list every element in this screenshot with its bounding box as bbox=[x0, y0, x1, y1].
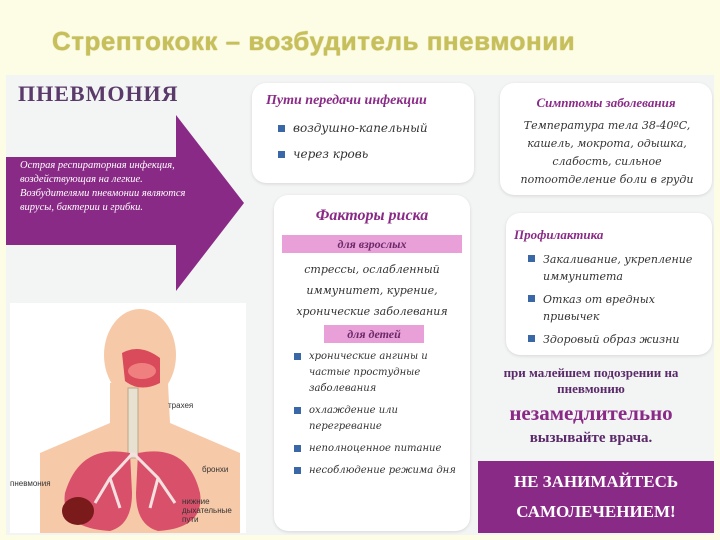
warning-line1: НЕ ЗАНИМАЙТЕСЬ bbox=[513, 472, 679, 491]
list-item: через кровь bbox=[278, 147, 428, 161]
slide-title: Стрептококк – возбудитель пневмонии bbox=[52, 26, 576, 56]
bullet-icon bbox=[278, 151, 285, 158]
adults-label: для взрослых bbox=[282, 235, 462, 253]
bullet-icon bbox=[528, 335, 535, 342]
transmission-card bbox=[252, 83, 474, 183]
bullet-icon bbox=[528, 295, 535, 302]
list-item: Отказ от вредных привычек bbox=[528, 291, 704, 325]
symptoms-text: Температура тела 38-40ºC, кашель, мокрота, одышка, слабость, сильное потоотделение боли в груди bbox=[520, 119, 694, 186]
risk-card bbox=[274, 195, 470, 531]
prevention-heading: Профилактика bbox=[514, 227, 604, 242]
list-item: хронические ангины и частые простудные заболевания bbox=[294, 349, 466, 397]
prevention-card bbox=[506, 213, 712, 355]
bullet-icon bbox=[294, 353, 301, 360]
call-doctor-block bbox=[476, 365, 706, 447]
call-line1: при малейшем подозрении на пневмонию bbox=[503, 365, 679, 396]
list-item: охлаждение или перегревание bbox=[294, 403, 466, 435]
label-bronchi: бронхи bbox=[202, 465, 229, 474]
bullet-icon bbox=[294, 467, 301, 474]
label-trachea: трахея bbox=[168, 401, 194, 410]
bullet-icon bbox=[294, 407, 301, 414]
symptoms-heading: Симптомы заболевания bbox=[536, 95, 676, 110]
poster-title: ПНЕВМОНИЯ bbox=[18, 81, 179, 106]
bullet-icon bbox=[528, 255, 535, 262]
children-label: для детей bbox=[324, 325, 424, 343]
bullet-icon bbox=[294, 445, 301, 452]
call-line2: незамедлительно bbox=[509, 401, 673, 425]
intro-text: Острая респираторная инфекция, воздействующая на легкие. Возбудителями пневмонии являются вирусы, бактерии и грибки. bbox=[20, 160, 186, 213]
transmission-heading: Пути передачи инфекции bbox=[266, 93, 427, 108]
label-pneumonia: пневмония bbox=[10, 479, 51, 488]
adults-text: стрессы, ослабленный иммунитет, курение, хронические заболевания bbox=[296, 263, 448, 318]
warning-banner bbox=[478, 461, 714, 533]
label-lower-airways: нижние дыхательные пути bbox=[182, 497, 232, 524]
call-line3: вызывайте врача. bbox=[529, 430, 653, 446]
list-item: неполноценное питание bbox=[294, 441, 466, 457]
poster bbox=[6, 75, 714, 535]
list-item: воздушно-капельный bbox=[278, 121, 428, 135]
risk-heading: Факторы риска bbox=[315, 207, 429, 224]
bullet-icon bbox=[278, 125, 285, 132]
list-item: несоблюдение режима дня bbox=[294, 463, 466, 479]
warning-line2: САМОЛЕЧЕНИЕМ! bbox=[516, 502, 676, 521]
list-item: Закаливание, укрепление иммунитета bbox=[528, 251, 704, 285]
list-item: Здоровый образ жизни bbox=[528, 331, 704, 348]
symptoms-card bbox=[500, 83, 712, 195]
